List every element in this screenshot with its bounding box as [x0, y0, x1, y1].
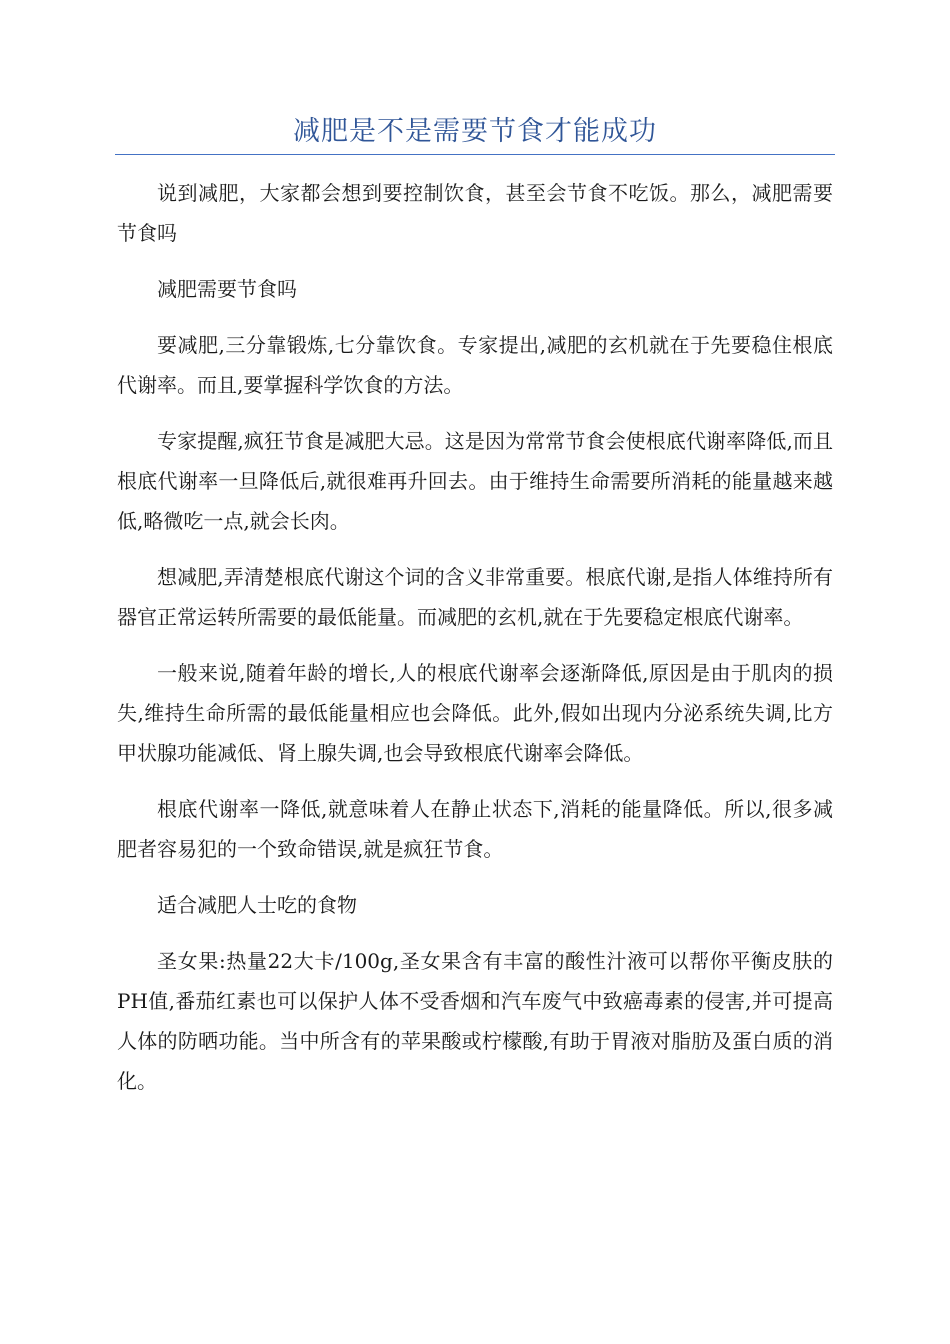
paragraph-subheading-diet: 减肥需要节食吗	[157, 277, 297, 301]
paragraph-age-metabolism: 一般来说,随着年龄的增长,人的根底代谢率会逐渐降低,原因是由于肌肉的损失,维持生命所需的最低能量相应也会降低。此外,假如出现内分泌系统失调,比方甲状腺功能减低、肾上腺失调,也会导致根底代谢率会降低。	[117, 661, 833, 765]
paragraph-exercise-diet: 要减肥,三分靠锻炼,七分靠饮食。专家提出,减肥的玄机就在于先要稳住根底代谢率。而且,要掌握科学饮食的方法。	[117, 333, 833, 397]
paragraph-basal-metabolism: 想减肥,弄清楚根底代谢这个词的含义非常重要。根底代谢,是指人体维持所有器官正常运转所需要的最低能量。而减肥的玄机,就在于先要稳定根底代谢率。	[117, 565, 833, 629]
paragraph-fatal-mistake: 根底代谢率一降低,就意味着人在静止状态下,消耗的能量降低。所以,很多减肥者容易犯的一个致命错误,就是疯狂节食。	[117, 797, 833, 861]
paragraph-subheading-foods: 适合减肥人士吃的食物	[157, 893, 357, 917]
paragraph-expert-warning: 专家提醒,疯狂节食是减肥大忌。这是因为常常节食会使根底代谢率降低,而且根底代谢率一旦降低后,就很难再升回去。由于维持生命需要所消耗的能量越来越低,略微吃一点,就会长肉。	[117, 429, 833, 533]
paragraph-intro: 说到减肥，大家都会想到要控制饮食，甚至会节食不吃饭。那么，减肥需要节食吗	[117, 181, 833, 245]
document-body	[117, 173, 833, 1117]
document-title: 减肥是不是需要节食才能成功	[293, 116, 657, 147]
paragraph-cherry-tomato: 圣女果:热量22大卡/100g,圣女果含有丰富的酸性汁液可以帮你平衡皮肤的PH值,番茄红素也可以保护人体不受香烟和汽车废气中致癌毒素的侵害,并可提高人体的防晒功能。当中所含有的苹果酸或柠檬酸,有助于胃液对脂肪及蛋白质的消化。	[117, 949, 833, 1093]
title-underline	[115, 154, 835, 155]
